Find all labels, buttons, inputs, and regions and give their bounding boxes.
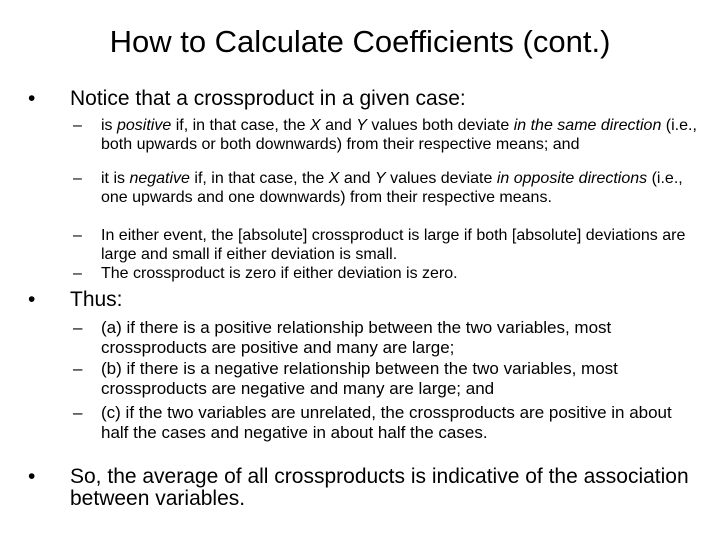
sub-bullet-text: (c) if the two variables are unrelated, the crossproducts are positive in about half the cases and negative in about half the cases.	[101, 403, 672, 442]
bullet-marker: •	[28, 288, 36, 311]
sub-bullet-marker: –	[73, 265, 82, 282]
bullet-marker: •	[28, 87, 36, 110]
bullet-text: Thus:	[70, 288, 123, 311]
sub-bullet-marker: –	[73, 227, 82, 244]
sub-bullet-text: In either event, the [absolute] crossproduct is large if both [absolute] deviations are large and small if either deviation is small.	[101, 227, 686, 263]
sub-bullet-text: is positive if, in that case, the X and Y values both deviate in the same direction (i.e., both upwards or both downwards) from their respective means; and	[101, 117, 697, 153]
sub-bullet-marker: –	[73, 170, 82, 187]
sub-bullet-text: (a) if there is a positive relationship between the two variables, most crossproducts are positive and many are large;	[101, 318, 612, 357]
sub-bullet-text: it is negative if, in that case, the X and Y values deviate in opposite directions (i.e., one upwards and one downwards) from their respective means.	[101, 170, 683, 206]
bullet-text: So, the average of all crossproducts is indicative of the association between variables.	[70, 465, 689, 510]
bullet-text: Notice that a crossproduct in a given case:	[70, 87, 466, 110]
sub-bullet-marker: –	[73, 117, 82, 134]
sub-bullet-marker: –	[73, 403, 83, 422]
sub-bullet-text: The crossproduct is zero if either deviation is zero.	[101, 265, 458, 282]
bullet-marker: •	[28, 465, 36, 488]
sub-bullet-text: (b) if there is a negative relationship between the two variables, most crossproducts are negative and many are large; and	[101, 359, 618, 398]
slide-title: How to Calculate Coefficients (cont.)	[109, 24, 611, 59]
sub-bullet-marker: –	[73, 359, 83, 378]
sub-bullet-marker: –	[73, 318, 83, 337]
